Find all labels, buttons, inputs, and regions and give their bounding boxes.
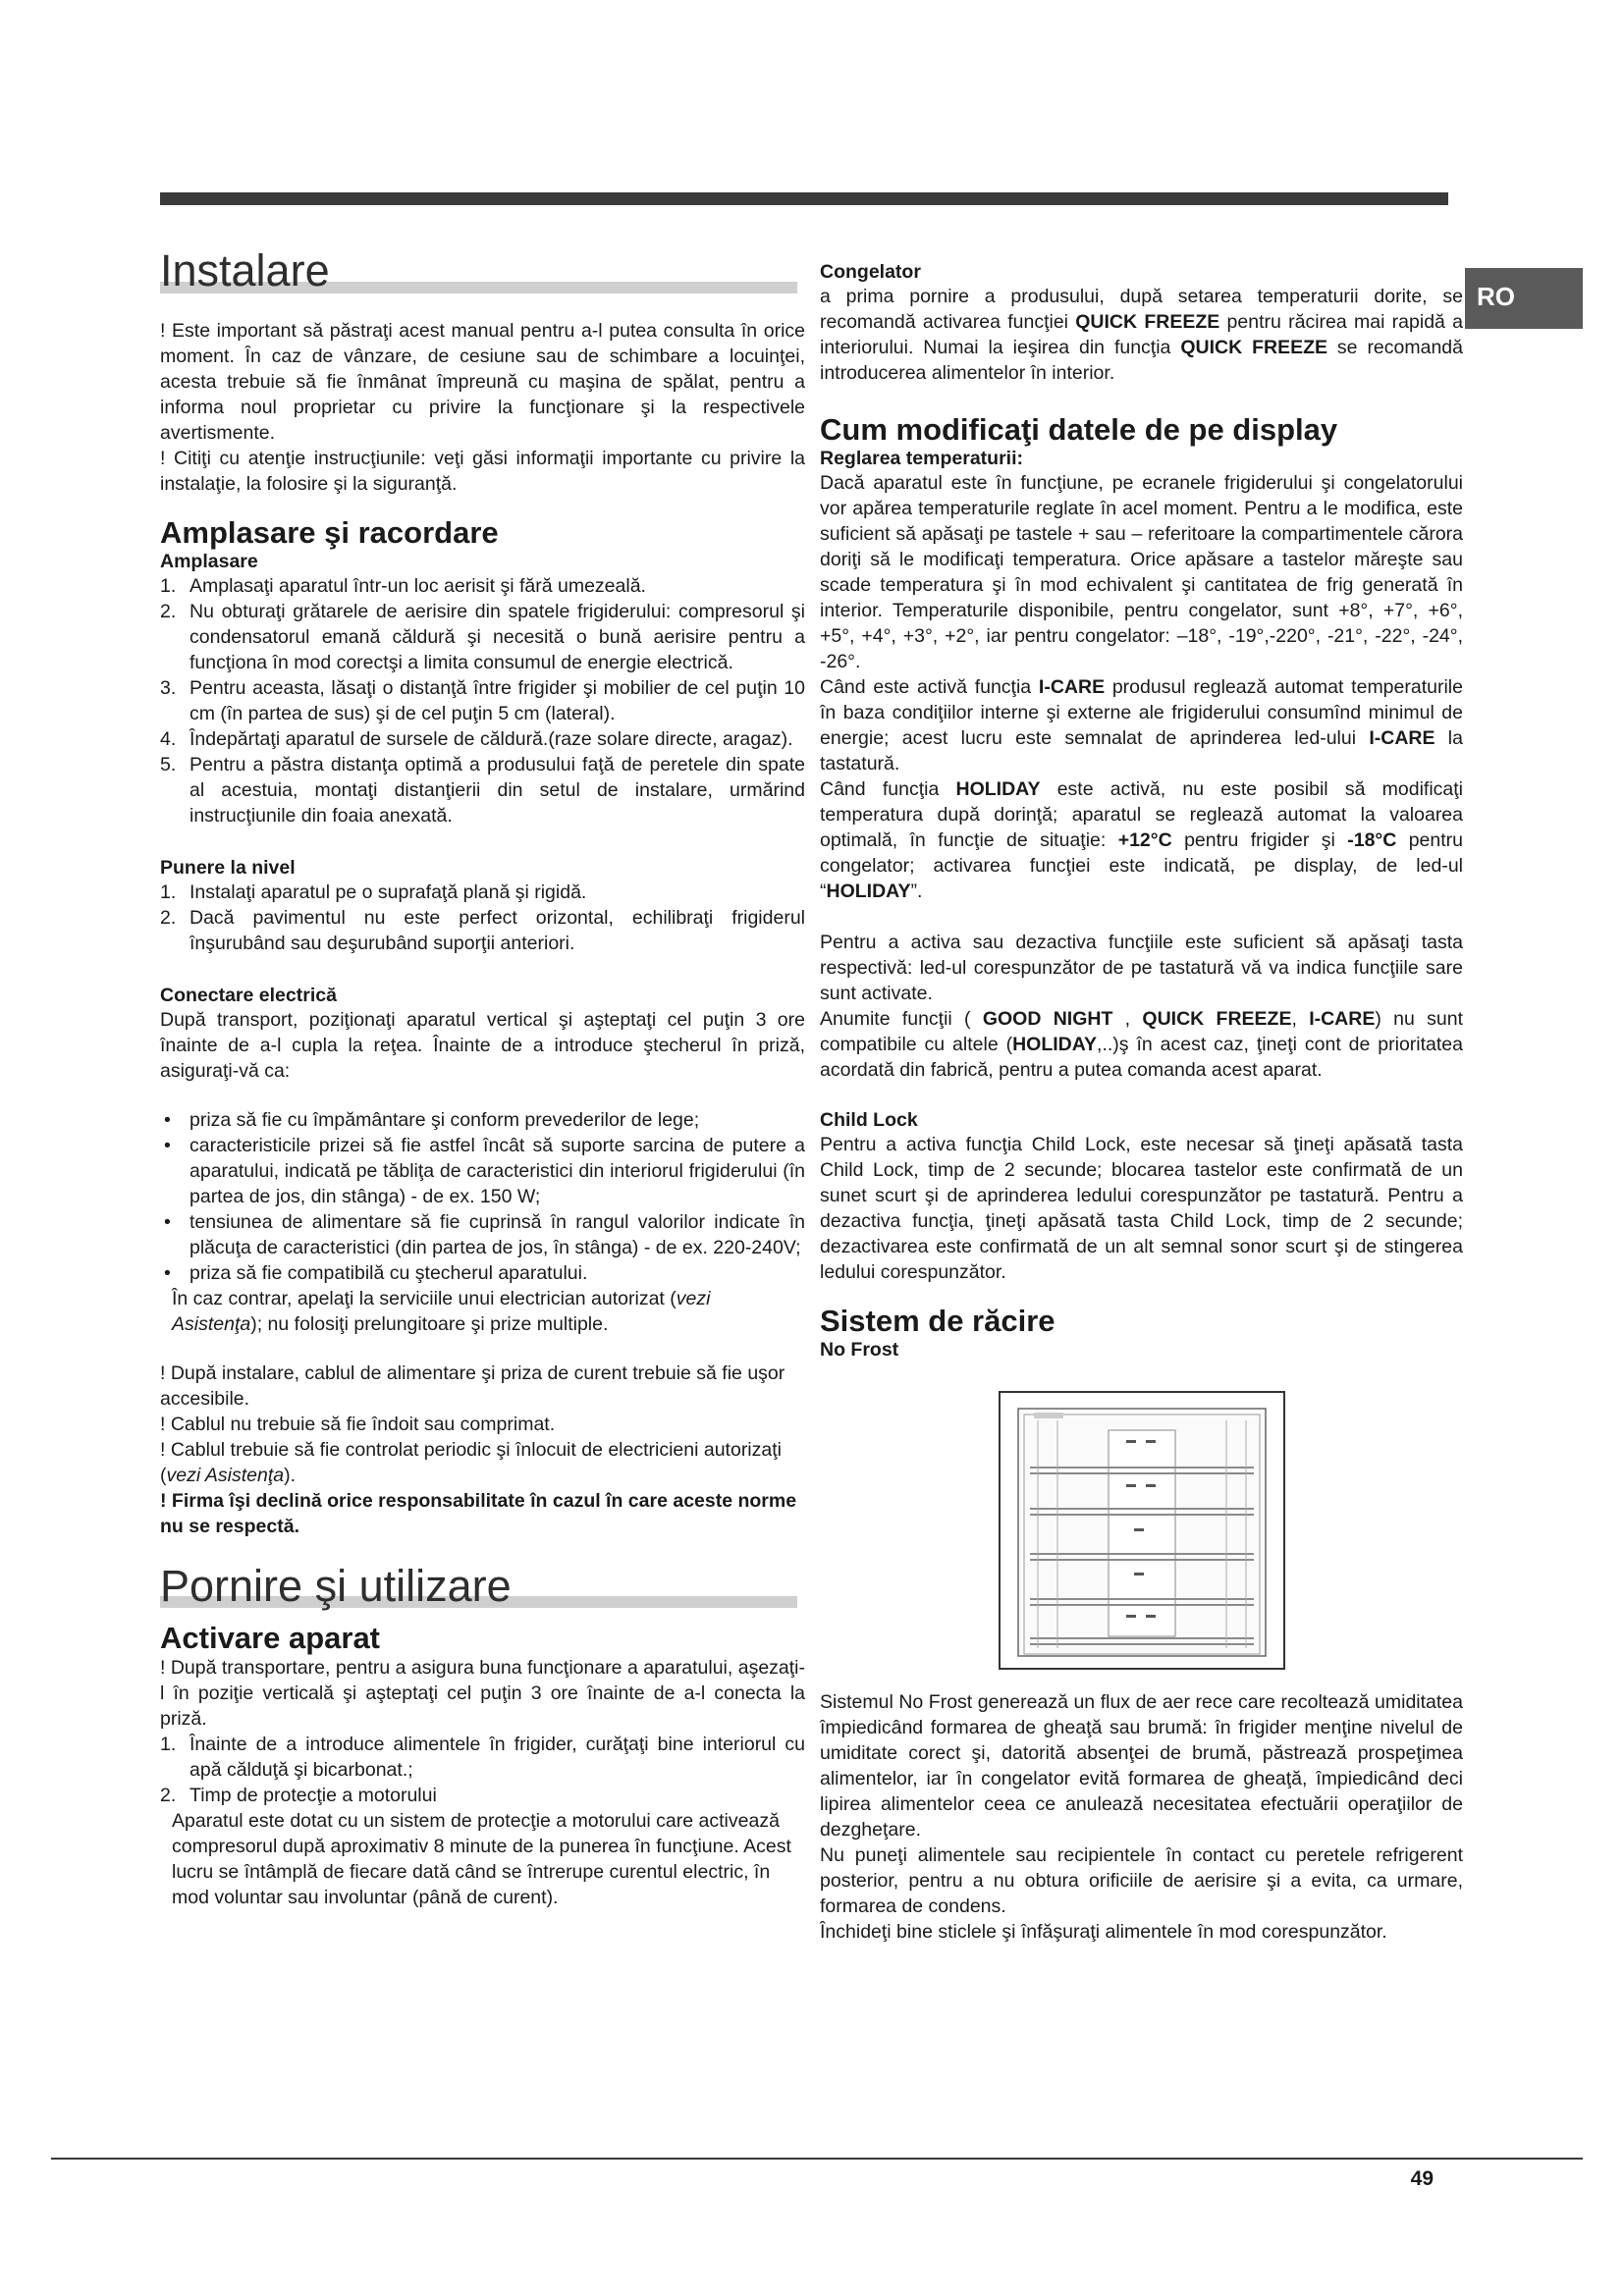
protectie-motor-text: Aparatul este dotat cu un sistem de protecţie a motorului care activează compresorul după aproximativ 8 minute de la punerea în funcţiune. Acest lucru se întâmplă de fiecare dată când se întrerupe curentul electric, în mod voluntar sau involuntar (până de curent). <box>172 1810 791 1908</box>
activate-functions-text: Pentru a activa sau dezactiva funcţiile este suficient să apăsaţi tasta respectivă: led-ul corespunzător de pe tastatură vă va indica funcţiile sare sunt activate. <box>820 932 1463 1004</box>
bullet-item <box>160 1133 805 1209</box>
congelator-text <box>820 284 1463 386</box>
amplasare-subtitle: Amplasare <box>160 551 258 572</box>
list-text: Instalaţi aparatul pe o suprafaţă plană şi rigidă. <box>189 881 587 903</box>
page-number: 49 <box>1410 2167 1434 2190</box>
warning-4: ! Firma îşi declină orice responsabilitate în cazul în care aceste norme nu se respectă. <box>160 1490 797 1537</box>
congelator-text-1: a prima pornire a produsului, după setarea temperaturii dorite, se recomandă activarea funcţiei <box>820 286 1463 333</box>
list-text: Înainte de a introduce alimentele în frigider, curăţaţi bine interiorul cu apă călduţă şi bicarbonat.; <box>189 1734 805 1781</box>
list-item <box>160 1732 805 1783</box>
electric-contrary <box>160 1286 805 1337</box>
list-number: 4. <box>160 728 177 750</box>
bullet-item <box>160 1107 805 1133</box>
holiday-temp-fridge: +12°C <box>1117 829 1172 851</box>
bullet-text: priza să fie cu împământare şi conform prevederilor de lege; <box>189 1109 700 1131</box>
good-night-label: GOOD NIGHT <box>982 1008 1113 1030</box>
congelator-text-2: pentru răcirea mai rapidă a interiorului. Numai la ieşirea din funcţia <box>820 311 1463 358</box>
no-frost-subtitle: No Frost <box>820 1339 899 1361</box>
list-number: 1. <box>160 881 177 903</box>
top-rule <box>160 192 1448 205</box>
icare-label: I-CARE <box>1309 1008 1376 1030</box>
list-text: Pentru aceasta, lăsaţi o distanţă între frigider şi mobilier de cel puţin 10 cm (în partea de sus) şi de cel puţin 5 cm (lateral). <box>189 677 805 724</box>
congelator-title: Congelator <box>820 261 921 283</box>
bullet-text: priza să fie compatibilă cu ştecherul aparatului. <box>189 1262 588 1284</box>
list-number: 1. <box>160 575 177 597</box>
list-text: Dacă pavimentul nu este perfect orizontal, echilibraţi frigiderul înşurubând sau deşurubând suporţii anteriori. <box>189 907 805 954</box>
warning-3-b: ). <box>284 1465 297 1486</box>
instalare-intro-2: ! Citiţi cu atenţie instrucţiunile: veţi găsi informaţii importante cu privire la instalaţie, la folosire şi la siguranţă. <box>160 448 805 495</box>
warning-3-a: ! Cablul trebuie să fie controlat periodic şi înlocuit de electricieni autorizaţi ( <box>160 1439 782 1486</box>
holiday-f: ”. <box>910 881 923 902</box>
holiday-text <box>820 776 1463 904</box>
holiday-label: HOLIDAY <box>1012 1034 1098 1055</box>
reglarea-subtitle: Reglarea temperaturii: <box>820 448 1023 469</box>
amplasare-racordare-title: Amplasare şi racordare <box>160 515 499 550</box>
language-tab <box>1465 268 1583 329</box>
list-number: 2. <box>160 907 177 929</box>
bullet-icon: • <box>164 1109 171 1131</box>
bullet-item <box>160 1209 805 1260</box>
instalare-title-text: Instalare <box>160 245 330 295</box>
icare-label: I-CARE <box>1038 676 1106 698</box>
list-item <box>160 675 805 726</box>
compat-e: ) nu sunt compatibile cu altele ( <box>820 1008 1463 1055</box>
electric-contrary-a: În caz contrar, apelaţi la serviciile unui electrician autorizat ( <box>172 1288 677 1309</box>
compat-text <box>820 1006 1463 1083</box>
icare-text <box>820 674 1463 776</box>
bullet-item <box>160 1260 805 1286</box>
compat-f: ,..)ş în acest caz, ţineţi cont de prioritatea acordată din fabrică, pentru a putea comanda acest aparat. <box>820 1034 1463 1081</box>
list-text: Timp de protecţie a motorului <box>189 1785 437 1806</box>
conectare-electrica-text: După transport, poziţionaţi aparatul vertical şi aşteptaţi cel puţin 3 ore înainte de a-l cupla la reţea. Înainte de a introduce ştecherul în priză, asiguraţi-vă ca: <box>160 1009 805 1082</box>
list-text: Amplasaţi aparatul într-un loc aerisit şi fără umezeală. <box>189 575 646 597</box>
icare-c: produsul reglează automat temperaturile în baza condiţiilor interne şi externe ale frigiderului consumînd minimul de energie; acest lucru este semnalat de aprinderea led-ului <box>820 676 1463 749</box>
electric-contrary-em: vezi Asistenţa <box>172 1288 711 1335</box>
holiday-a: Când funcţia <box>820 778 956 800</box>
list-number: 2. <box>160 1785 177 1806</box>
no-frost-text-3: Închideţi bine sticlele şi înfăşuraţi alimentele în mod corespunzător. <box>820 1921 1387 1943</box>
display-title: Cum modificaţi datele de pe display <box>820 412 1338 447</box>
warning-3 <box>160 1437 805 1488</box>
list-item <box>160 573 805 599</box>
bottom-rule <box>51 2158 1583 2160</box>
holiday-c: este activă, nu este posibil să modificaţi temperatura după dorinţă; aparatul se reglează automat la valoarea optimală, în funcţie de situaţie: <box>820 778 1463 851</box>
no-frost-text-2: Nu puneţi alimentele sau recipientele în contact cu peretele refrigerent posterior, pentru a nu obtura orificiile de aerisire şi a evita, ca urmare, formarea de condens. <box>820 1844 1463 1917</box>
list-number: 2. <box>160 601 177 622</box>
holiday-label: HOLIDAY <box>955 778 1041 800</box>
amplasare-list <box>160 573 805 828</box>
pornire-list <box>160 1732 805 1808</box>
pornire-title-text: Pornire şi utilizare <box>160 1561 512 1611</box>
list-number: 3. <box>160 677 177 699</box>
list-item <box>160 599 805 675</box>
quick-freeze-label: QUICK FREEZE <box>1180 337 1328 358</box>
section-title-pornire <box>160 1561 805 1612</box>
language-tab-label: RO <box>1477 282 1515 311</box>
quick-freeze-label: QUICK FREEZE <box>1075 311 1220 333</box>
child-lock-title: Child Lock <box>820 1109 918 1131</box>
bullet-text: tensiunea de alimentare să fie cuprinsă în rangul valorilor indicate în plăcuţa de caracteristici (din partea de jos, în stânga) - de ex. 220-240V; <box>189 1211 805 1258</box>
quick-freeze-label: QUICK FREEZE <box>1142 1008 1292 1030</box>
compat-c: , <box>1112 1008 1143 1030</box>
list-item <box>160 1783 805 1808</box>
compat-a: Anumite funcţii ( <box>820 1008 983 1030</box>
list-item <box>160 752 805 828</box>
congelator-text-3: se recomandă introducerea alimentelor în interior. <box>820 337 1463 384</box>
no-frost-text-1: Sistemul No Frost generează un flux de aer rece care recoltează umiditatea împiedicând formarea de gheaţă sau brumă: în frigider menţine nivelul de umiditate corect şi, datorită absenţei de brumă, păstrează prospeţimea alimentelor, iar în congelator evită formarea de gheaţă, împiedicând deci lipirea alimentelor ceea ce anulează necesitatea efectuării operaţiilor de dezgheţare. <box>820 1691 1463 1841</box>
warning-1: ! După instalare, cablul de alimentare şi priza de curent trebuie să fie uşor accesibile. <box>160 1362 785 1410</box>
list-text: Nu obturaţi grătarele de aerisire din spatele frigiderului: compresorul şi condensatorul emană căldură şi necesită o bună aerisire pentru a funcţiona în mod corectşi a limita consumul de energie electrică. <box>189 601 805 673</box>
holiday-label: HOLIDAY <box>826 881 911 902</box>
list-number: 5. <box>160 754 177 775</box>
section-title-instalare <box>160 245 805 296</box>
warning-3-em: vezi Asistenţa <box>166 1465 285 1486</box>
activare-text: ! După transportare, pentru a asigura buna funcţionare a aparatului, aşezaţi-l în poziţie verticală şi aşteptaţi cel puţin 3 ore înainte de a-l conecta la priză. <box>160 1657 805 1730</box>
nivel-list <box>160 880 805 956</box>
sistem-racire-title: Sistem de răcire <box>820 1304 1056 1338</box>
child-lock-text: Pentru a activa funcţia Child Lock, este necesar să ţineţi apăsată tasta Child Lock, timp de 2 secunde; blocarea tastelor este confirmată de un sunet scurt şi de aprinderea ledului corespunzător pe tastatură. Pentru a dezactiva funcţia, ţineţi apăsată tasta Child Lock, timp de 2 secunde; dezactivarea este confirmată de un alt semnal sonor scurt şi de stingerea ledului corespunzător. <box>820 1134 1463 1283</box>
holiday-e: pentru congelator; activarea funcţiei este indicată, pe display, de led-ul “ <box>820 829 1463 902</box>
list-text: Pentru a păstra distanţa optimă a produsului faţă de peretele din spate al acestuia, montaţi distanţierii din setul de instalare, urmărind instrucţiunile din foaia anexată. <box>189 754 805 827</box>
icare-label: I-CARE <box>1369 727 1435 749</box>
instalare-intro-1: ! Este important să păstraţi acest manual pentru a-l putea consulta în orice moment. În caz de vânzare, de cesiune sau de schimbare a locuinţei, acesta trebuie să fie înmânat împreună cu maşina de spălat, pentru a informa noul proprietar cu privire la funcţionare şi la respectivele avertismente. <box>160 320 805 444</box>
bullet-text: caracteristicile prizei să fie astfel încât să suporte sarcina de putere a aparatului, indicată pe tăbliţa de caracteristici din interiorul frigiderului (în partea de jos, din stânga) - de ex. 150 W; <box>189 1135 805 1207</box>
right-column <box>820 260 1463 1945</box>
list-item <box>160 726 805 752</box>
list-text: Îndepărtaţi aparatul de sursele de căldură.(raze solare directe, aragaz). <box>189 728 793 750</box>
electric-contrary-b: ); nu folosiţi prelungitoare şi prize multiple. <box>250 1313 609 1335</box>
holiday-d: pentru frigider şi <box>1171 829 1348 851</box>
conectare-electrica-subtitle: Conectare electrică <box>160 985 337 1006</box>
bullet-icon: • <box>164 1135 171 1156</box>
warning-2: ! Cablul nu trebuie să fie îndoit sau comprimat. <box>160 1414 556 1435</box>
list-item <box>160 905 805 956</box>
no-frost-diagram <box>999 1391 1285 1670</box>
bullet-icon: • <box>164 1211 171 1233</box>
list-number: 1. <box>160 1734 177 1755</box>
left-column <box>160 245 805 1910</box>
compat-d: , <box>1291 1008 1310 1030</box>
punere-nivel-subtitle: Punere la nivel <box>160 857 296 879</box>
bullet-icon: • <box>164 1262 171 1284</box>
icare-a: Când este activă funcţia <box>820 676 1039 698</box>
icare-d: la tastatură. <box>820 727 1463 774</box>
activare-aparat-title: Activare aparat <box>160 1621 381 1655</box>
reglarea-text: Dacă aparatul este în funcţiune, pe ecranele frigiderului şi congelatorului vor apărea temperaturile reglate în acel moment. Pentru a le modifica, este suficient să apăsaţi pe tastele + sau – referitoare la compartimentele cărora doriţi să le modificaţi temperatura. Orice apăsare a tastelor măreşte sau scade temperatura şi în mod echivalent şi cantitatea de frig generată în interior. Temperaturile disponibile, pentru congelator, sunt +8°, +7°, +6°, +5°, +4°, +3°, +2°, iar pentru congelator: –18°, -19°,-220°, -21°, -22°, -24°, -26°. <box>820 472 1463 672</box>
electric-bullets <box>160 1107 805 1286</box>
list-item <box>160 880 805 905</box>
holiday-temp-freezer: -18°C <box>1347 829 1397 851</box>
